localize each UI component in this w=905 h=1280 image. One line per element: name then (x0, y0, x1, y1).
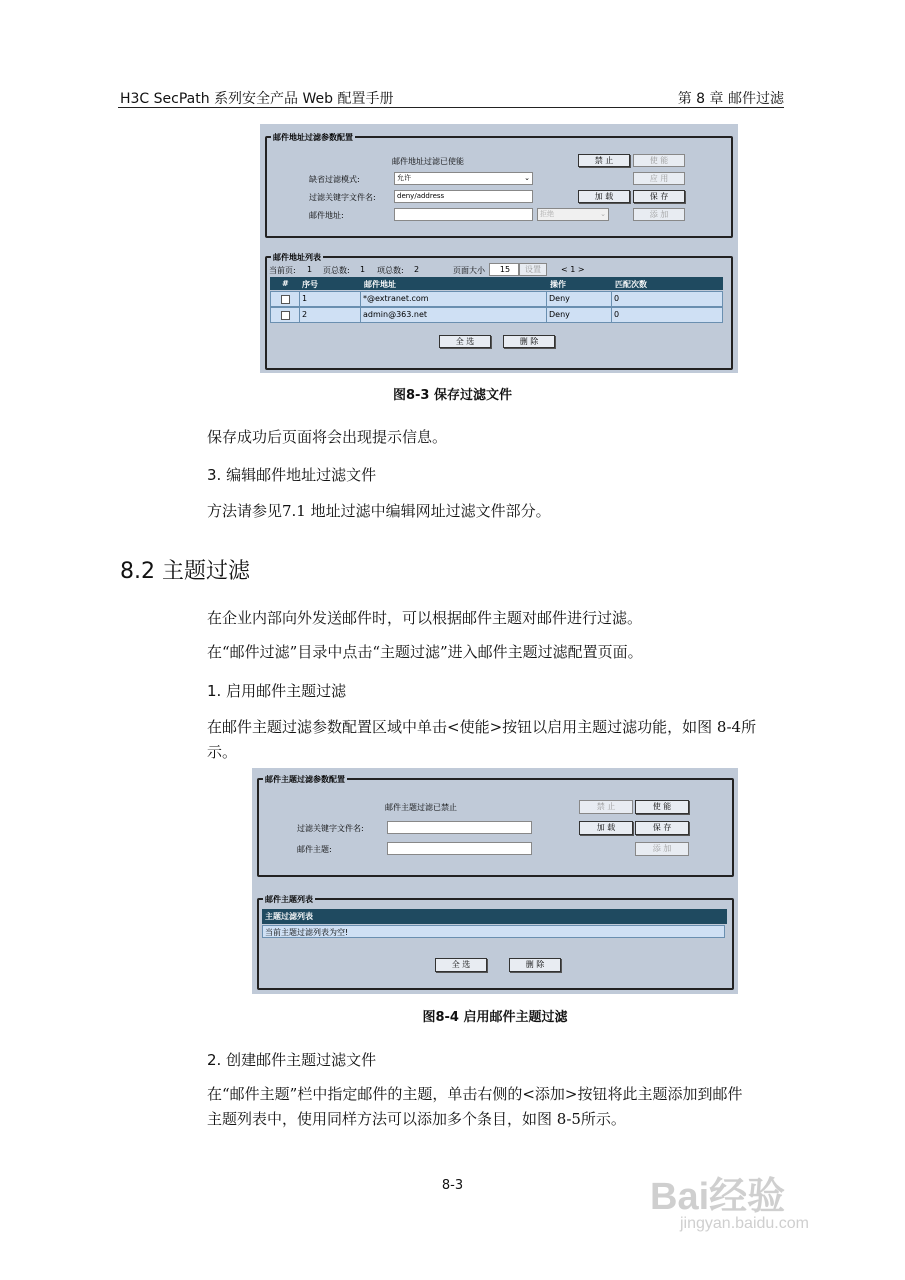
apply-button[interactable]: 应 用 (633, 172, 685, 185)
running-header-left: H3C SecPath 系列安全产品 Web 配置手册 (120, 91, 394, 107)
empty-list-message: 当前主题过滤列表为空! (262, 925, 725, 938)
group-title: 邮件主题过滤参数配置 (265, 775, 345, 784)
add-button[interactable]: 添 加 (635, 842, 689, 856)
col-number: 序号 (302, 280, 318, 289)
disable-button[interactable]: 禁 止 (578, 154, 630, 167)
address-input[interactable] (394, 208, 533, 221)
enable-button[interactable]: 使 能 (633, 154, 685, 167)
pager-items-label: 项总数: (377, 266, 404, 275)
set-page-size-button[interactable]: 设置 (519, 263, 547, 276)
row-number: 1 (299, 292, 360, 306)
page-number: 8-3 (441, 1178, 464, 1193)
pager-items: 2 (414, 265, 420, 274)
col-check: # (282, 279, 289, 288)
running-header-right: 第 8 章 邮件过滤 (677, 91, 784, 107)
action-select[interactable] (537, 208, 609, 221)
address-config-group (265, 133, 733, 238)
figure-8-4-screenshot (252, 768, 738, 994)
table-row[interactable] (270, 307, 723, 323)
load-button[interactable]: 加 载 (579, 821, 633, 835)
page-nav[interactable]: < 1 > (561, 265, 585, 274)
row-count: 0 (611, 292, 722, 306)
header-rule (118, 107, 784, 108)
group-title: 邮件主题列表 (265, 895, 313, 904)
subject-list-group (257, 895, 734, 990)
pager-current: 1 (307, 265, 313, 274)
subheading: 3. 编辑邮件地址过滤文件 (207, 466, 377, 484)
paragraph: 在“邮件主题”栏中指定邮件的主题，单击右侧的<添加>按钮将此主题添加到邮件 (207, 1085, 743, 1103)
paragraph: 保存成功后页面将会出现提示信息。 (207, 428, 448, 446)
pager-current-label: 当前页: (269, 266, 296, 275)
row-action: Deny (546, 292, 611, 306)
enable-button[interactable]: 使 能 (635, 800, 689, 814)
table-header (270, 277, 723, 290)
subheading: 1. 启用邮件主题过滤 (207, 682, 347, 700)
row-checkbox[interactable] (281, 295, 290, 304)
delete-button[interactable]: 删 除 (509, 958, 561, 972)
row-checkbox[interactable] (281, 311, 290, 320)
watermark-url: jingyan.baidu.com (680, 1215, 809, 1232)
row-address: *@extranet.com (360, 292, 546, 306)
subject-config-group (257, 775, 734, 877)
mode-select[interactable] (394, 172, 533, 185)
row-number: 2 (299, 308, 360, 322)
row-address: admin@363.net (360, 308, 546, 322)
paragraph-continuation: 主题列表中，使用同样方法可以添加多个条目，如图 8-5所示。 (207, 1110, 626, 1128)
paragraph: 方法请参见7.1 地址过滤中编辑网址过滤文件部分。 (207, 502, 551, 520)
delete-button[interactable]: 删 除 (503, 335, 555, 348)
select-all-button[interactable]: 全 选 (439, 335, 491, 348)
address-label: 邮件地址: (309, 211, 344, 220)
section-heading: 8.2 主题过滤 (120, 559, 250, 584)
paragraph: 在邮件主题过滤参数配置区域中单击<使能>按钮以启用主题过滤功能，如图 8-4所 (207, 718, 757, 736)
keyword-label: 过滤关键字文件名: (309, 193, 376, 202)
figure-caption: 图8-4 启用邮件主题过滤 (422, 1010, 568, 1025)
paragraph: 在企业内部向外发送邮件时，可以根据邮件主题对邮件进行过滤。 (207, 609, 643, 627)
col-match-count: 匹配次数 (615, 280, 647, 289)
keyword-label: 过滤关键字文件名: (297, 824, 364, 833)
filter-status: 邮件地址过滤已使能 (392, 157, 464, 166)
save-button[interactable]: 保 存 (635, 821, 689, 835)
page-size-label: 页面大小 (453, 266, 485, 275)
load-button[interactable]: 加 载 (578, 190, 630, 203)
mode-label: 缺省过滤模式: (309, 175, 360, 184)
row-count: 0 (611, 308, 722, 322)
chevron-down-icon: ⌄ (524, 174, 530, 182)
filter-status: 邮件主题过滤已禁止 (385, 803, 457, 812)
pager-total-pages-label: 页总数: (323, 266, 350, 275)
paragraph-continuation: 示。 (207, 743, 238, 761)
select-all-button[interactable]: 全 选 (435, 958, 487, 972)
disable-button[interactable]: 禁 止 (579, 800, 633, 814)
paragraph: 在“邮件过滤”目录中点击“主题过滤”进入邮件主题过滤配置页面。 (207, 643, 643, 661)
chevron-down-icon: ⌄ (600, 210, 606, 218)
figure-caption: 图8-3 保存过滤文件 (392, 388, 512, 403)
page-size-input[interactable]: 15 (489, 263, 519, 276)
add-button[interactable]: 添 加 (633, 208, 685, 221)
keyword-input[interactable] (387, 821, 532, 834)
subject-label: 邮件主题: (297, 845, 332, 854)
address-list-group (265, 253, 733, 370)
baidu-watermark-logo: Bai经验 (650, 1176, 786, 1218)
table-row[interactable] (270, 291, 723, 307)
mode-value: 允许 (397, 174, 411, 182)
subject-input[interactable] (387, 842, 532, 855)
save-button[interactable]: 保 存 (633, 190, 685, 203)
action-value: 拒绝 (540, 210, 554, 218)
col-address: 邮件地址 (364, 280, 396, 289)
pager-total-pages: 1 (360, 265, 366, 274)
keyword-input[interactable]: deny/address (394, 190, 533, 203)
col-action: 操作 (550, 280, 566, 289)
subheading: 2. 创建邮件主题过滤文件 (207, 1051, 377, 1069)
group-title: 邮件地址过滤参数配置 (273, 133, 353, 142)
row-action: Deny (546, 308, 611, 322)
subject-table-header: 主题过滤列表 (262, 909, 727, 924)
group-title: 邮件地址列表 (273, 253, 321, 262)
figure-8-3-screenshot (260, 124, 738, 373)
